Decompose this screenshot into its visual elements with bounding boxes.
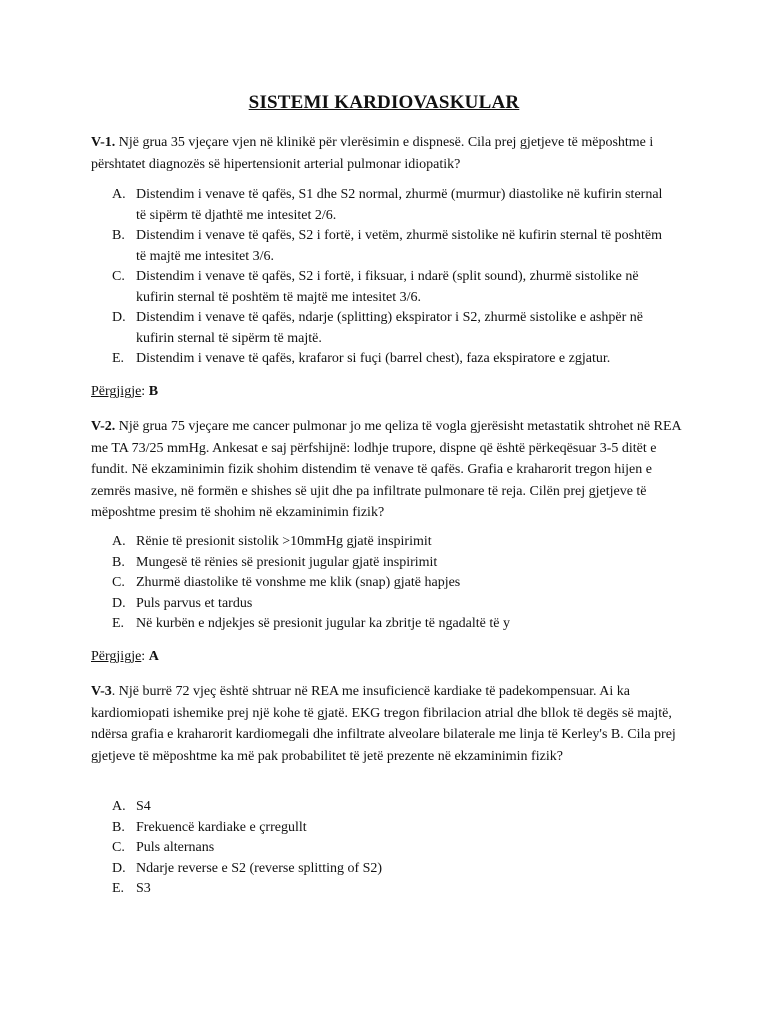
answer-label: Përgjigje <box>91 649 142 664</box>
option-item <box>112 308 672 349</box>
option-item <box>112 532 672 553</box>
option-item <box>112 879 672 900</box>
option-letter: D. <box>112 860 126 876</box>
option-letter: B. <box>112 554 125 570</box>
option-letter: D. <box>112 595 126 611</box>
answer-label: Përgjigje <box>91 384 142 399</box>
option-item <box>112 185 672 226</box>
option-text: Zhurmë diastolike të vonshme me klik (snap) gjatë hapjes <box>136 575 461 590</box>
option-text: Distendim i venave të qafës, S1 dhe S2 normal, zhurmë (murmur) diastolike në kufirin sternal të sipërm të djathtë me intesitet 2/6. <box>136 187 663 223</box>
option-item <box>112 267 672 308</box>
option-letter: D. <box>112 310 126 325</box>
option-item <box>112 349 672 370</box>
question-3-stem <box>91 681 691 767</box>
option-item <box>112 859 672 880</box>
answer-separator: : <box>141 649 149 664</box>
option-text: Puls parvus et tardus <box>136 595 253 611</box>
option-item <box>112 818 672 839</box>
question-2-stem <box>91 416 691 524</box>
option-text: Distendim i venave të qafës, ndarje (splitting) ekspirator i S2, zhurmë sistolike e ashpër në kufirin sternal të sipërm të majtë. <box>136 310 643 346</box>
option-item <box>112 573 672 594</box>
option-text: Frekuencë kardiake e çrregullt <box>136 819 307 835</box>
option-item <box>112 614 672 635</box>
page-title: SISTEMI KARDIOVASKULAR <box>248 92 520 113</box>
option-letter: B. <box>112 819 125 835</box>
option-letter: A. <box>112 799 126 814</box>
question-1-stem <box>91 132 691 175</box>
question-3-options <box>112 797 672 900</box>
answer-value: A <box>148 649 159 664</box>
option-letter: B. <box>112 228 125 243</box>
question-text: Një grua 35 vjeçare vjen në klinikë për vlerësimin e dispnesë. Cila prej gjetjeve të mëposhtme i përshtatet diagnozës së hipertensionit arterial pulmonar idiopatik? <box>91 135 654 172</box>
option-letter: C. <box>112 269 125 284</box>
question-2-options <box>112 532 672 635</box>
option-text: Puls alternans <box>136 840 215 855</box>
option-letter: E. <box>112 881 125 896</box>
option-text: Distendim i venave të qafës, S2 i fortë, i vetëm, zhurmë sistolike në kufirin sternal të poshtëm të majtë me intesitet 3/6. <box>136 228 663 264</box>
option-item <box>112 594 672 615</box>
option-item <box>112 838 672 859</box>
option-text: S4 <box>136 799 151 814</box>
option-letter: A. <box>112 534 126 549</box>
option-text: Në kurbën e ndjekjes së presionit jugular ka zbritje të ngadaltë të y <box>136 616 510 631</box>
option-item <box>112 226 672 267</box>
option-text: Distendim i venave të qafës, krafaror si fuçi (barrel chest), faza ekspiratore e zgjatur. <box>136 351 611 366</box>
option-item <box>112 797 672 818</box>
question-text: Një grua 75 vjeçare me cancer pulmonar jo me qeliza të vogla gjerësisht metastatik shtrohet në REA me TA 73/25 mmHg. Ankesat e saj përfshijnë: lodhje trupore, dispne që është përkeqësuar 3-5 ditët e fundit. Në ekzaminimin fizik shohim distendim të venave të qafës. Grafia e kraharorit tregon hijen e zemrës masive, në formën e shishes së ujit dhe pa infiltrate pulmonare të reja. Cilën prej gjetjeve të mëposhtme presim të shohim në ekzaminimin fizik? <box>91 419 681 520</box>
option-item <box>112 553 672 574</box>
option-letter: C. <box>112 840 125 855</box>
option-text: Rënie të presionit sistolik >10mmHg gjatë inspirimit <box>136 534 432 549</box>
question-2-answer <box>91 649 159 665</box>
answer-value: B <box>148 384 159 399</box>
option-letter: E. <box>112 351 125 366</box>
option-letter: C. <box>112 575 125 590</box>
option-letter: A. <box>112 187 126 202</box>
question-1-options <box>112 185 672 370</box>
option-text: Ndarje reverse e S2 (reverse splitting of S2) <box>136 860 383 876</box>
question-text: . Një burrë 72 vjeç është shtruar në REA me insuficiencë kardiake të padekompensuar. Ai ka kardiomiopati ishemike prej një kohe të gjatë. EKG tregon fibrilacion atrial dhe bllok të degës së majtë, ndërsa grafia e kraharorit kardiomegali dhe infiltrate alveolare bilaterale me linja të Kerley's B. Cila prej gjetjeve të mëposhtme ka më pak probabilitet të jetë prezente në ekzaminimin fizik? <box>91 684 676 764</box>
question-number: V-2. <box>91 419 116 434</box>
question-number: V-1. <box>91 135 116 150</box>
option-letter: E. <box>112 616 125 631</box>
question-1-answer <box>91 384 158 400</box>
question-number: V-3 <box>91 684 112 699</box>
answer-separator: : <box>141 384 149 399</box>
option-text: S3 <box>136 881 151 896</box>
option-text: Mungesë të rënies së presionit jugular gjatë inspirimit <box>136 554 438 570</box>
option-text: Distendim i venave të qafës, S2 i fortë, i fiksuar, i ndarë (split sound), zhurmë sistolike në kufirin sternal të poshtëm të majtë me intesitet 3/6. <box>136 269 639 305</box>
